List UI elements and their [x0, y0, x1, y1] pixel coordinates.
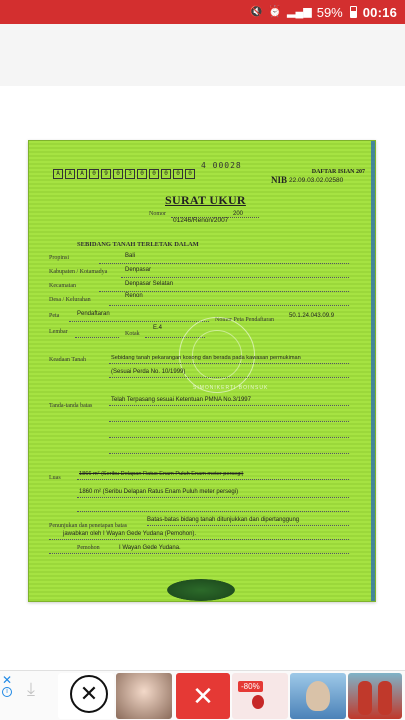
nomor-peta-label: Nomor Peta Pendaftaran: [215, 317, 274, 323]
serial-digit-box: A: [53, 169, 63, 179]
ad-tile-6[interactable]: [348, 673, 402, 719]
alarm-icon: ⏰: [268, 5, 282, 18]
serial-number-boxes: [53, 169, 195, 179]
peta-value: Pendaftaran: [77, 311, 110, 317]
divider: [109, 305, 349, 306]
nib-value: 22.09.03.02.02580: [289, 177, 344, 184]
discount-badge: -80%: [238, 681, 263, 692]
divider: [77, 479, 349, 480]
keadaan-label: Keadaan Tanah: [49, 357, 86, 363]
embossed-seal: [167, 579, 235, 601]
ad-tile-2[interactable]: [116, 673, 172, 719]
desa-label: Desa / Kelurahan: [49, 297, 91, 303]
person-figure: [358, 681, 372, 715]
pemohon-value: I Wayan Gede Yudana.: [119, 545, 181, 551]
divider: [49, 553, 349, 554]
divider: [121, 277, 349, 278]
divider: [109, 453, 349, 454]
serial-digit-box: 0: [89, 169, 99, 179]
divider: [109, 421, 349, 422]
tanda-batas-value: Telah Terpasang sesuai Ketentuan PMNA No.3/1997: [111, 397, 251, 403]
divider: [147, 525, 349, 526]
person-avatar: [306, 681, 330, 711]
serial-digit-box: A: [65, 169, 75, 179]
ad-info-icon[interactable]: i: [2, 687, 12, 697]
ad-tile-3[interactable]: [176, 673, 230, 719]
nomor-year: 200: [233, 211, 244, 217]
serial-digit-box: 0: [161, 169, 171, 179]
ad-banner[interactable]: [0, 670, 405, 720]
scan-edge: [371, 141, 375, 601]
section-title: SEBIDANG TANAH TERLETAK DALAM: [77, 241, 199, 248]
divider: [99, 291, 349, 292]
status-bar: [0, 0, 405, 24]
penunjukan-value: Batas-batas bidang tanah ditunjukkan dan dipertanggung: [147, 517, 300, 523]
kecamatan-value: Denpasar Selatan: [125, 281, 174, 287]
person-figure: [378, 681, 392, 715]
divider: [109, 377, 349, 378]
serial-digit-box: 0: [173, 169, 183, 179]
document-scan[interactable]: [28, 140, 376, 602]
propinsi-label: Propinsi: [49, 255, 70, 261]
battery-percent: 59%: [316, 4, 343, 20]
kabupaten-value: Denpasar: [125, 267, 152, 273]
desa-value: Renon: [125, 293, 143, 299]
status-icons: [250, 5, 357, 20]
divider: [49, 539, 349, 540]
mute-icon: 🔇: [249, 5, 264, 18]
divider: [109, 437, 349, 438]
serial-digit-box: A: [77, 169, 87, 179]
tanda-batas-label: Tanda-tanda batas: [49, 403, 93, 409]
download-icon[interactable]: ⤓: [27, 679, 35, 699]
divider: [109, 405, 349, 406]
divider: [77, 497, 349, 498]
daftar-isian: DAFTAR ISIAN 207: [311, 169, 365, 175]
ad-close-icon[interactable]: ✕: [2, 673, 13, 687]
nomor-label: Nomor: [149, 211, 166, 217]
lembar-label: Lembar: [49, 329, 68, 335]
kotak-label: Kotak: [125, 331, 140, 337]
penunjukan-value-2: jawabkan oleh I Wayan Gede Yudana (Pemohon).: [63, 531, 197, 537]
nib-label: NIB: [271, 175, 288, 185]
luas-struck-value: 1866 m² (Seribu Delapan Ratus Enam Puluh Enam meter persegi): [79, 471, 244, 477]
nomor-peta-value: 50.1.24.043.09.9: [289, 313, 335, 319]
kecamatan-label: Kecamatan: [49, 283, 76, 289]
ad-tile-5[interactable]: [290, 673, 346, 719]
peta-label: Peta: [49, 313, 60, 319]
pemohon-label: Pemohon: [77, 545, 100, 551]
divider: [99, 263, 349, 264]
divider: [75, 337, 119, 338]
clock: 00:16: [362, 4, 397, 20]
handwritten-number: 4 00028: [201, 161, 242, 170]
divider: [77, 511, 349, 512]
propinsi-value: Bali: [125, 253, 136, 259]
document-title: SURAT UKUR: [165, 193, 246, 207]
luas-label: Luas: [49, 475, 61, 481]
signal-icon: ▂▄▆: [287, 5, 312, 18]
divider: [69, 321, 209, 322]
battery-icon: [350, 6, 357, 18]
ad-x-icon[interactable]: ✕: [70, 675, 108, 713]
ad-tile-4[interactable]: [232, 673, 288, 719]
nomor-value: 01246/Renon/2007: [173, 217, 229, 224]
penunjukan-label: Penunjukan dan penetapan batas: [49, 523, 128, 529]
serial-digit-box: 3: [125, 169, 135, 179]
serial-digit-box: 0: [113, 169, 123, 179]
serial-digit-box: 0: [137, 169, 147, 179]
serial-digit-box: 0: [185, 169, 195, 179]
kotak-value: E.4: [153, 325, 163, 331]
close-icon: ✕: [192, 681, 214, 711]
keadaan-note: (Sesuai Perda No. 10/1999): [111, 369, 186, 375]
kabupaten-label: Kabupaten / Kotamadya: [49, 269, 108, 275]
keadaan-value: Sebidang tanah pekarangan kosong dan berada pada kawasan permukiman: [111, 355, 301, 361]
app-header: [0, 24, 405, 86]
divider: [109, 363, 349, 364]
serial-digit-box: 9: [101, 169, 111, 179]
product-icon: [252, 695, 264, 709]
stamp-text: SIMONIKERTI BOINSUK: [193, 385, 269, 391]
serial-digit-box: 0: [149, 169, 159, 179]
luas-value: 1860 m² (Seribu Delapan Ratus Enam Puluh meter persegi): [79, 489, 239, 495]
